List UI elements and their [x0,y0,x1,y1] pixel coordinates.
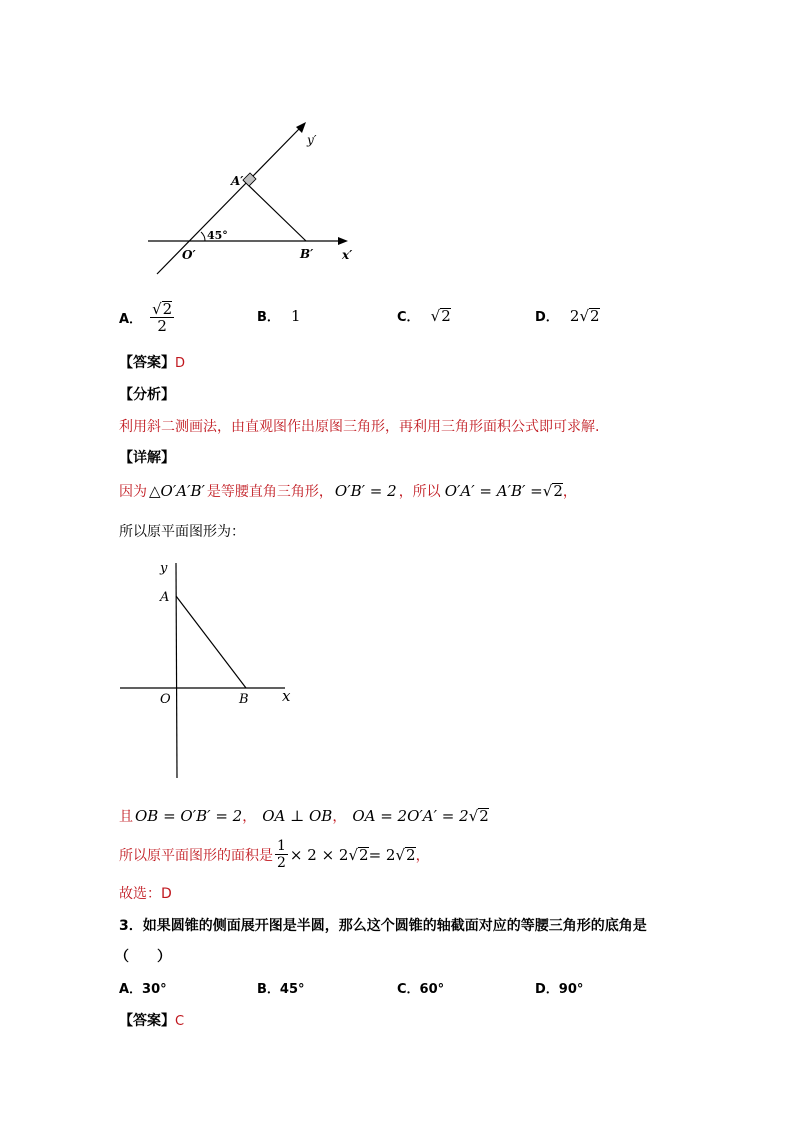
option-a-fraction: $\frac{√2}{2}$ [152,299,173,335]
option-d-value: 2√2 [569,307,600,325]
oblique-figure [140,118,370,283]
angle-arc [201,232,205,241]
option-d-label: D． [535,310,559,325]
solution-line-4: 所以原平面图形的面积是 $\frac{1}{2}$ × 2 × 2 √2 = 2 √2 ， [119,838,430,871]
q3-option-d: D．90° [535,982,584,997]
label-45: 45° [207,229,228,242]
q3-option-c: C．60° [397,982,445,997]
label-y: y [160,561,168,576]
label-y-prime: y′ [307,133,317,147]
answer-label: 【答案】 [119,355,175,371]
detail-line-1: 因为 △O′A′B′ 是等腰直角三角形， O′B′ = 2 ，所以 O′A′ = A′B′ = √2 ， [119,482,577,500]
label-b-prime: B′ [300,247,314,261]
option-c-value: √2 [430,307,451,325]
y-axis [176,563,177,778]
detail-line-2: 所以原平面图形为： [119,524,245,540]
label-o: O [160,692,171,707]
answer-3-label: 【答案】 [119,1013,175,1029]
label-x: x [282,687,291,705]
answer-3-line [119,1010,184,1030]
detail-label: 【详解】 [119,450,175,466]
q3-option-a: A．30° [119,982,167,997]
original-figure [115,558,305,783]
y-prime-axis [157,128,300,274]
option-c-label: C． [397,310,420,325]
label-x-prime: x′ [342,248,353,262]
segment-a-b-original [176,596,246,688]
option-b-value: 1 [291,307,301,325]
x-axis-arrow [338,237,348,245]
choice-line: 故选：D [119,886,172,902]
q2-option-c [397,306,451,325]
label-a: A [160,590,170,605]
answer-value: D [175,356,186,371]
solution-line-3: 且 OB = O′B′ = 2 ， OA ⊥ OB ， OA = 2O′A′ = 2 √2 [119,807,489,825]
analysis-text: 利用斜二测画法，由直观图作出原图三角形，再利用三角形面积公式即可求解. [119,419,600,435]
q2-option-a [119,297,174,337]
option-a-label: A． [119,311,143,327]
q3-option-b: B．45° [257,982,305,997]
question-3-paren: （ ） [115,949,171,965]
question-3-text: 3．如果圆锥的侧面展开图是半圆，那么这个圆锥的轴截面对应的等腰三角形的底角是 [119,918,647,934]
label-a-prime: A′ [231,174,244,188]
option-b-label: B． [257,310,280,325]
answer-line [119,352,185,372]
answer-3-value: C [175,1014,185,1029]
q2-option-d [535,306,600,325]
analysis-label: 【分析】 [119,387,175,403]
label-o-prime: O′ [182,248,196,262]
q2-option-b [257,306,301,325]
label-b: B [239,692,249,707]
segment-a-b [243,180,306,241]
